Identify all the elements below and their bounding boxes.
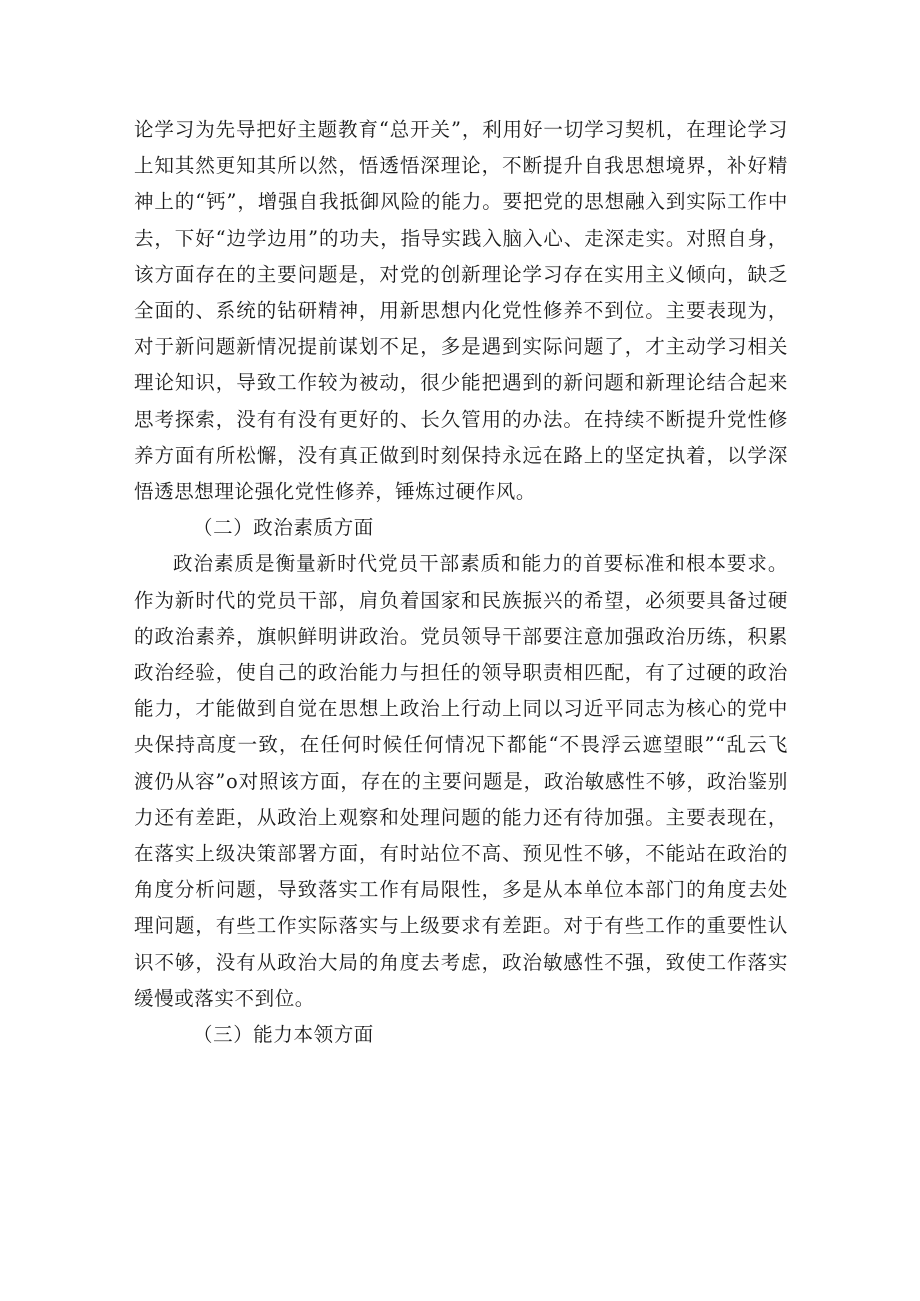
section-heading-political-quality: （二）政治素质方面 <box>193 516 374 540</box>
body-paragraph-1: 论学习为先导把好主题教育“总开关”，利用好一切学习契机，在理论学习上知其然更知其所以然，悟透悟深理论，不断提升自我思想境界，补好精神上的“钙”，增强自我抵御风险的能力。要把党的思想融入到实际工作中去，下好“边学边用”的功夫，指导实践入脑入心、走深走实。对照自身，该方面存在的主要问题是，对党的创新理论学习存在实用主义倾向，缺乏全面的、系统的钻研精神，用新思想内化党性修养不到位。主要表现为，对于新问题新情况提前谋划不足，多是遇到实际问题了，才主动学习相关理论知识，导致工作较为被动，很少能把遇到的新问题和新理论结合起来思考探索，没有有没有更好的、长久管用的办法。在持续不断提升党性修养方面有所松懈，没有真正做到时刻保持永远在路上的坚定执着，以学深悟透思想理论强化党性修养，锤炼过硬作风。 <box>134 118 788 504</box>
document-page <box>134 112 788 1053</box>
section-heading-ability: （三）能力本领方面 <box>193 1023 374 1047</box>
body-paragraph-2: 政治素质是衡量新时代党员干部素质和能力的首要标准和根本要求。作为新时代的党员干部，肩负着国家和民族振兴的希望，必须要具备过硬的政治素养，旗帜鲜明讲政治。党员领导干部要注意加强政治历练，积累政治经验，使自己的政治能力与担任的领导职责相匹配，有了过硬的政治能力，才能做到自觉在思想上政治上行动上同以习近平同志为核心的党中央保持高度一致，在任何时候任何情况下都能“不畏浮云遮望眼”“乱云飞渡仍从容”o对照该方面，存在的主要问题是，政治敏感性不够，政治鉴别力还有差距，从政治上观察和处理问题的能力还有待加强。主要表现在，在落实上级决策部署方面，有时站位不高、预见性不够，不能站在政治的角度分析问题，导致落实工作有局限性，多是从本单位本部门的角度去处理问题，有些工作实际落实与上级要求有差距。对于有些工作的重要性认识不够，没有从政治大局的角度去考虑，政治敏感性不强，致使工作落实缓慢或落实不到位。 <box>134 552 788 1010</box>
